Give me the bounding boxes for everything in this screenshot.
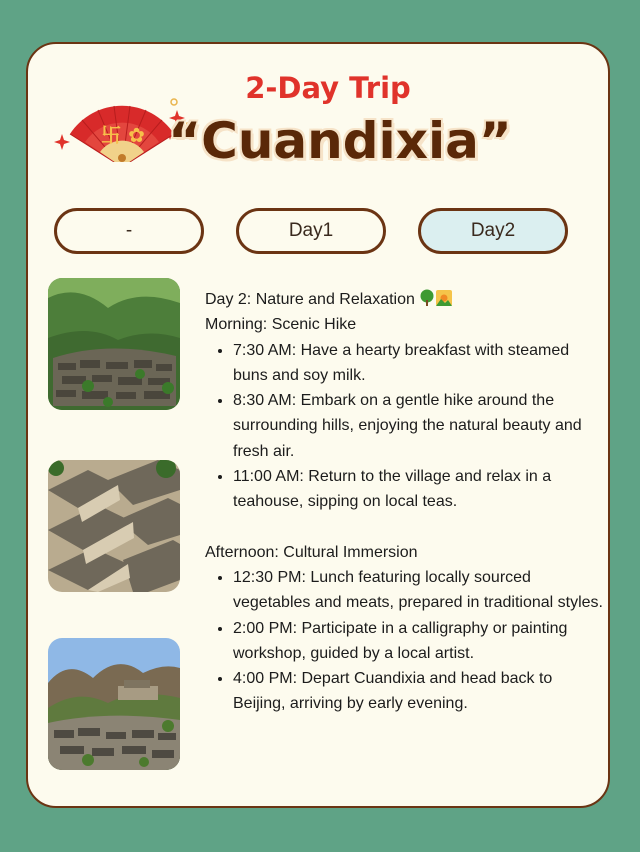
morning-list [205, 338, 605, 515]
page-title: “Cuandixia” [168, 112, 512, 170]
village-hills-photo [48, 278, 180, 410]
day-heading-row [205, 287, 605, 312]
tab-day1[interactable]: Day1 [236, 208, 386, 254]
afternoon-list [205, 565, 605, 717]
list-item: • 11:00 AM: Return to the village and relax in a teahouse, sipping on local teas. [233, 464, 605, 515]
morning-heading: Morning: Scenic Hike [205, 316, 357, 334]
itinerary-content [205, 287, 605, 717]
tree-sunrise-icon [419, 289, 453, 307]
list-item: • 7:30 AM: Have a hearty breakfast with steamed buns and soy milk. [233, 338, 605, 389]
list-item: • 8:30 AM: Embark on a gentle hike around the surrounding hills, enjoying the natural beauty and fresh air. [233, 388, 605, 464]
svg-text:卐 ✿: 卐 ✿ [101, 123, 145, 147]
tab-day2[interactable]: Day2 [418, 208, 568, 254]
tab-dash[interactable]: - [54, 208, 204, 254]
day-heading: Day 2: Nature and Relaxation [205, 291, 415, 308]
list-item: • 12:30 PM: Lunch featuring locally sourced vegetables and meats, prepared in traditional styles. [233, 565, 605, 616]
afternoon-heading: Afternoon: Cultural Immersion [205, 543, 418, 561]
mountain-village-photo [48, 638, 180, 770]
list-item: • 2:00 PM: Participate in a calligraphy or painting workshop, guided by a local artist. [233, 616, 605, 667]
itinerary-card [26, 42, 610, 808]
rooftops-photo [48, 460, 180, 592]
trip-subtitle: 2-Day Trip [245, 71, 411, 105]
day-tabs [54, 208, 594, 258]
list-item: • 4:00 PM: Depart Cuandixia and head back to Beijing, arriving by early evening. [233, 666, 605, 717]
section-gap [205, 515, 605, 540]
